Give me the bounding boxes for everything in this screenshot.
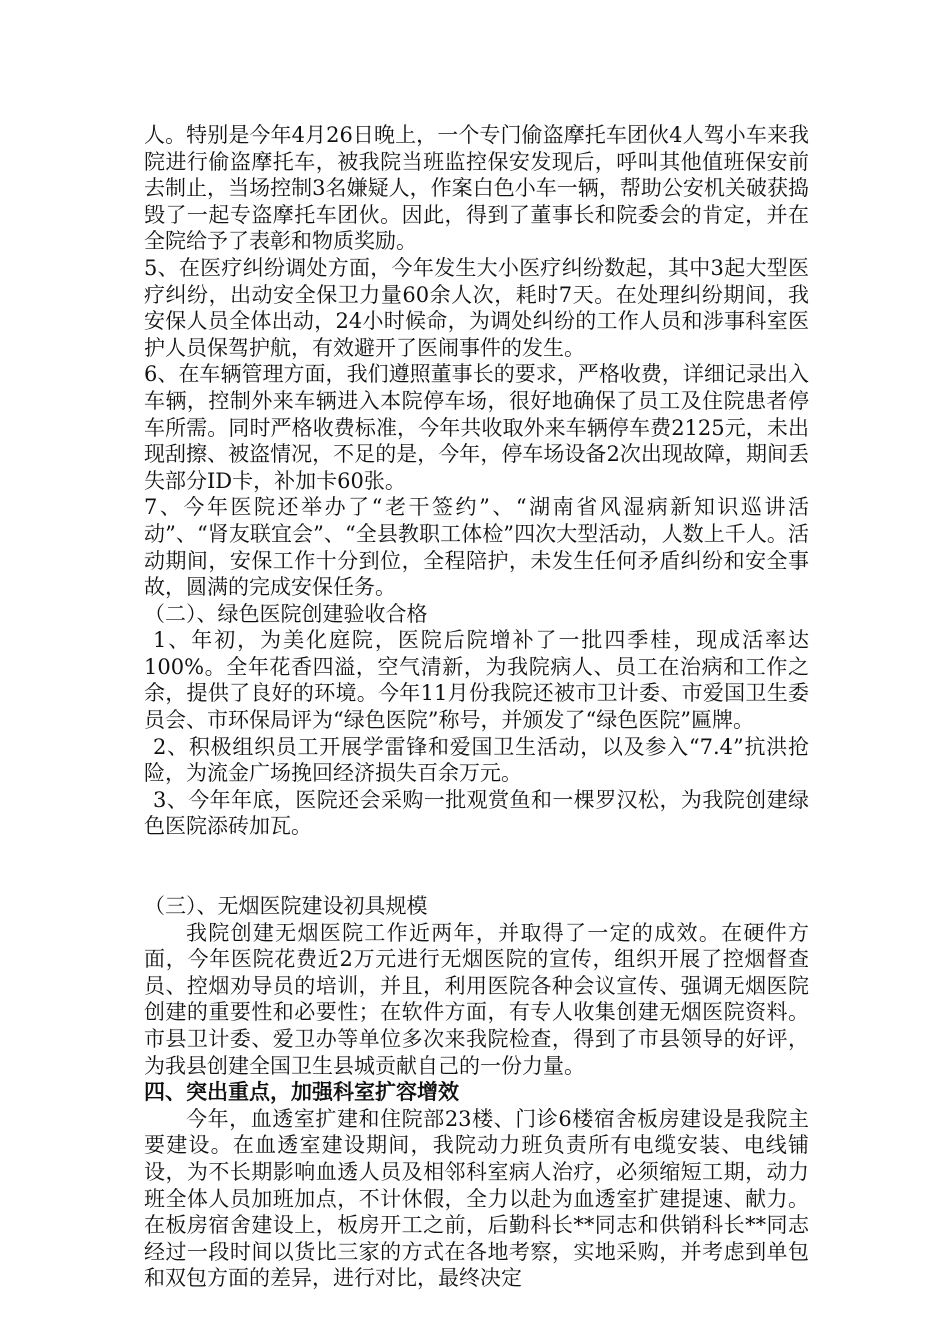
paragraph-green-2: 2、积极组织员工开展学雷锋和爱国卫生活动，以及参入“7.4”抗洪抢险，为流金广场挽回经济损失百余万元。 [144,734,809,786]
paragraph-large-events: 7、今年医院还举办了“老干签约”、“湖南省风湿病新知识巡讲活动”、“肾友联宜会”、“全县教职工体检”四次大型活动，人数上千人。活动期间，安保工作十分到位，全程陪护，未发生任何矛盾纠纷和安全事故，圆满的完成安保任务。 [144,495,809,600]
section-heading-key-points: 四、突出重点，加强科室扩容增效 [144,1079,459,1105]
section-heading-green-hospital: （二）、绿色医院创建验收合格 [144,601,428,626]
paragraph-expansion: 今年，血透室扩建和住院部23楼、门诊6楼宿舍板房建设是我院主要建设。在血透室建设期间，我院动力班负责所有电缆安装、电线铺设，为不长期影响血透人员及相邻科室病人治疗，必须缩短工期，动力班全体人员加班加点，不计休假，全力以赴为血透室扩建提速、献力。在板房宿舍建设上，板房开工之前，后勤科长**同志和供销科长**同志经过一段时间以货比三家的方式在各地考察，实地采购，并考虑到单包和双包方面的差异，进行对比，最终决定 [144,1106,809,1291]
paragraph-green-1: 1、年初，为美化庭院，医院后院增补了一批四季桂，现成活率达100%。全年花香四溢，空气清新，为我院病人、员工在治病和工作之余，提供了良好的环境。今年11月份我院还被市卫计委、市爱国卫生委员会、市环保局评为“绿色医院”称号，并颁发了“绿色医院”匾牌。 [144,628,809,733]
blank-gap [144,840,809,893]
paragraph-smoke-free: 我院创建无烟医院工作近两年，并取得了一定的成效。在硬件方面，今年医院花费近2万元进行无烟医院的宣传，组织开展了控烟督查员、控烟劝导员的培训，并且，利用医院各种会议宣传、强调无烟医院创建的重要性和必要性；在软件方面，有专人收集创建无烟医院资料。市县卫计委、爱卫办等单位多次来我院检查，得到了市县领导的好评，为我县创建全国卫生县城贡献自己的一份力量。 [144,920,809,1078]
document-body [144,122,809,1292]
section-heading-smoke-free: （三）、无烟医院建设初具规模 [144,894,428,919]
paragraph-vehicle-management: 6、在车辆管理方面，我们遵照董事长的要求，严格收费，详细记录出入车辆，控制外来车辆进入本院停车场，很好地确保了员工及住院患者停车所需。同时严格收费标准，今年共收取外来车辆停车费2125元，未出现刮擦、被盗情况，不足的是，今年，停车场设备2次出现故障，期间丢失部分ID卡，补加卡60张。 [144,362,809,493]
paragraph-theft-case: 人。特别是今年4月26日晚上，一个专门偷盗摩托车团伙4人驾小车来我院进行偷盗摩托车，被我院当班监控保安发现后，呼叫其他值班保安前去制止，当场控制3名嫌疑人，作案白色小车一辆，帮助公安机关破获捣毁了一起专盗摩托车团伙。因此，得到了董事长和院委会的肯定，并在全院给予了表彰和物质奖励。 [144,123,809,254]
paragraph-medical-disputes: 5、在医疗纠纷调处方面，今年发生大小医疗纠纷数起，其中3起大型医疗纠纷，出动安全保卫力量60余人次，耗时7天。在处理纠纷期间，我安保人员全体出动，24小时候命，为调处纠纷的工作人员和涉事科室医护人员保驾护航，有效避开了医闹事件的发生。 [144,255,809,360]
paragraph-green-3: 3、今年年底，医院还会采购一批观赏鱼和一棵罗汉松，为我院创建绿色医院添砖加瓦。 [144,787,809,839]
